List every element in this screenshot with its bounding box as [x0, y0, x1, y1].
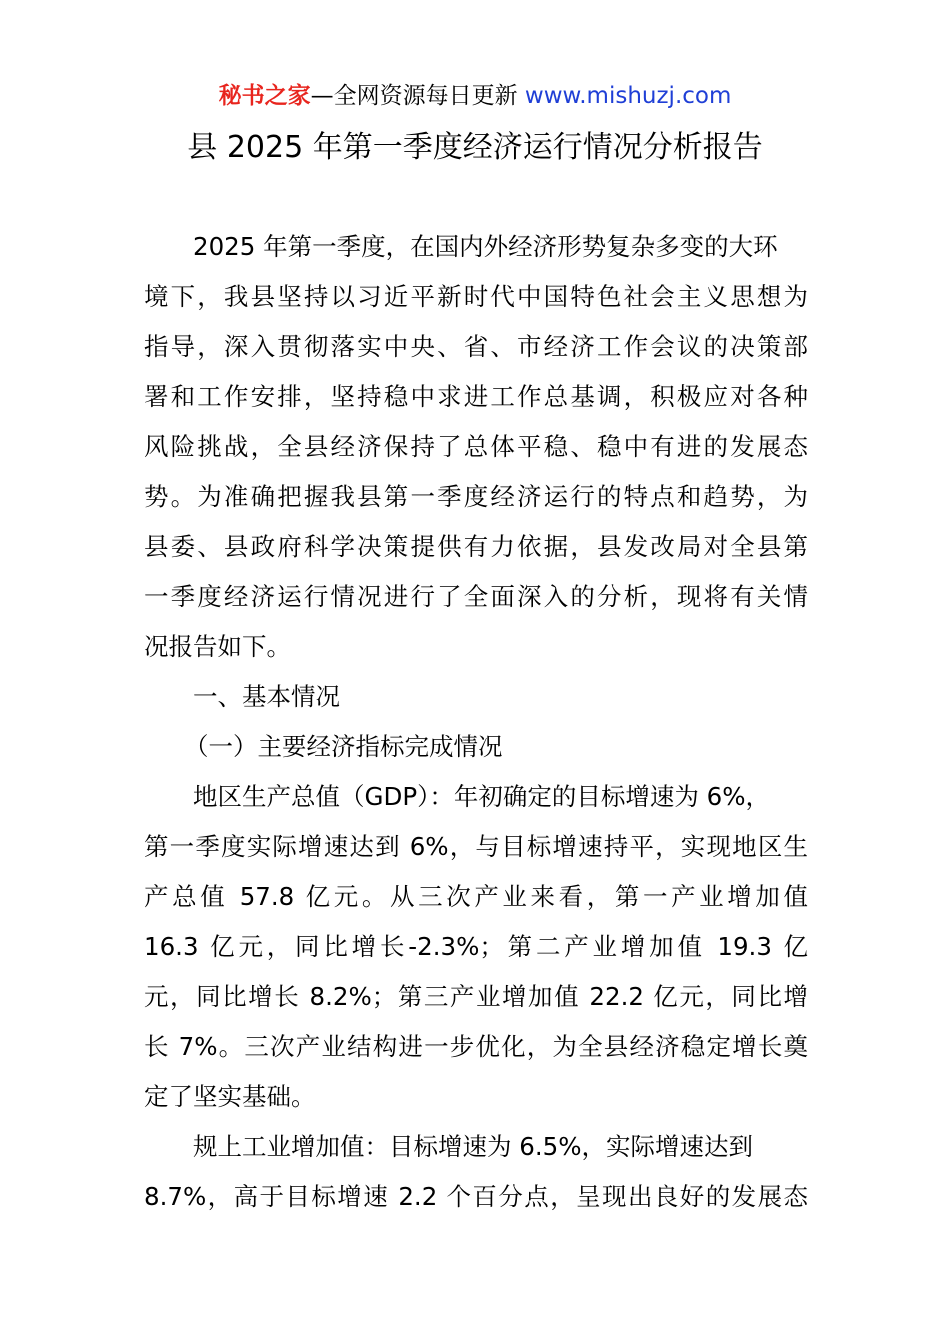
document-body	[144, 226, 808, 1226]
paragraph-line: 定了坚实基础。	[144, 1082, 316, 1111]
header-banner	[0, 80, 950, 112]
paragraph-line: 16.3 亿元，同比增长-2.3%；第二产业增加值 19.3 亿	[144, 932, 808, 961]
paragraph-line: 8.7%，高于目标增速 2.2 个百分点，呈现出良好的发展态	[144, 1182, 808, 1211]
paragraph-line: 势。为准确把握我县第一季度经济运行的特点和趋势，为	[144, 482, 808, 511]
paragraph-line: 地区生产总值（GDP）：年初确定的目标增速为 6%，	[193, 782, 771, 811]
paragraph-line: 一季度经济运行情况进行了全面深入的分析，现将有关情	[144, 582, 808, 611]
paragraph-line: 县委、县政府科学决策提供有力依据，县发改局对全县第	[144, 532, 808, 561]
paragraph-line: 元，同比增长 8.2%；第三产业增加值 22.2 亿元，同比增	[144, 982, 808, 1011]
paragraph-line: 第一季度实际增速达到 6%，与目标增速持平，实现地区生	[144, 832, 808, 861]
brand-name: 秘书之家	[218, 83, 311, 109]
section-heading: 一、基本情况	[193, 682, 340, 711]
header-tagline: —全网资源每日更新	[310, 83, 525, 109]
paragraph-line: 境下，我县坚持以习近平新时代中国特色社会主义思想为	[144, 282, 808, 311]
paragraph-line: 长 7%。三次产业结构进一步优化，为全县经济稳定增长奠	[144, 1032, 808, 1061]
paragraph-line: 署和工作安排，坚持稳中求进工作总基调，积极应对各种	[144, 382, 808, 411]
paragraph-line: 风险挑战，全县经济保持了总体平稳、稳中有进的发展态	[144, 432, 808, 461]
subsection-heading: （一）主要经济指标完成情况	[184, 732, 503, 761]
site-link[interactable]: www.mishuzj.com	[524, 83, 732, 109]
document-title: 县 2025 年第一季度经济运行情况分析报告	[187, 130, 763, 165]
paragraph-line: 指导，深入贯彻落实中央、省、市经济工作会议的决策部	[144, 332, 808, 361]
paragraph-line: 2025 年第一季度，在国内外经济形势复杂多变的大环	[193, 232, 778, 261]
paragraph-line: 规上工业增加值：目标增速为 6.5%，实际增速达到	[193, 1132, 754, 1161]
paragraph-line: 产总值 57.8 亿元。从三次产业来看，第一产业增加值	[144, 882, 808, 911]
paragraph-line: 况报告如下。	[144, 632, 291, 661]
